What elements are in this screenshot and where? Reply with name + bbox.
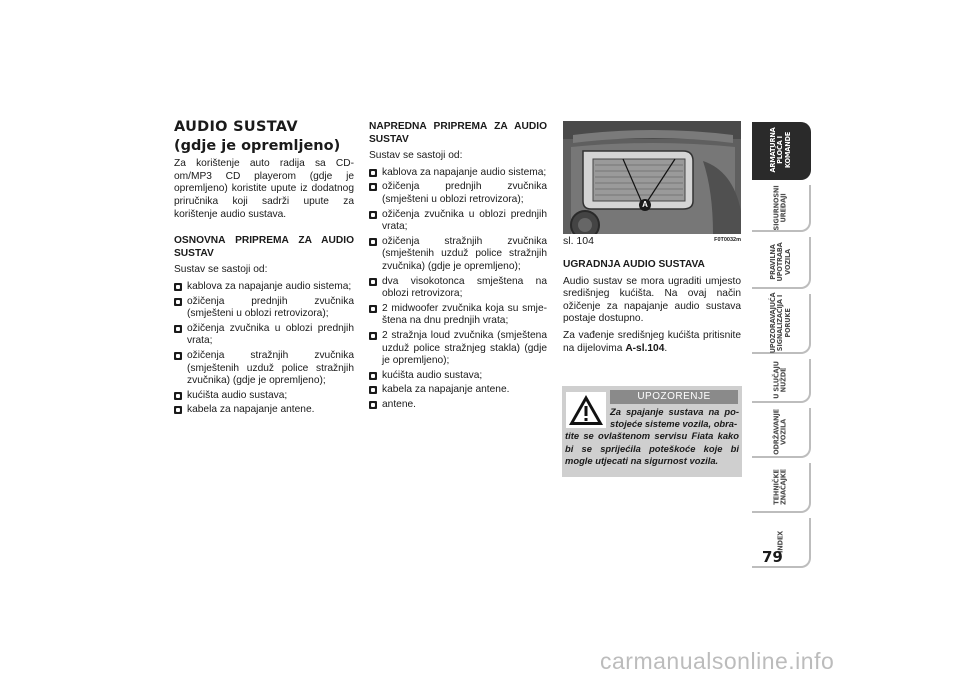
tab-dashboard-controls[interactable]: ARMATURNA PLOČA I KOMANDE [752, 122, 811, 180]
list-item: ožičenja stražnjih zvučnika (smještenih uzduž police stražnjih zvučnika) (gdje je opremljeno); [369, 236, 547, 274]
install-paragraph: Audio sustav se mora ugraditi umjesto središnjeg kućišta. Na ovaj način ožičenje za napajanje audio sustava postaje dostupno. [563, 275, 741, 325]
tab-index[interactable]: INDEX [752, 518, 811, 568]
checkbox-bullet-icon [369, 401, 377, 409]
list-item: ožičenja prednjih zvučnika (smješteni u oblozi retrovizora); [174, 296, 354, 321]
list-item: kabela za napajanje antene. [369, 384, 547, 397]
list-item: antene. [369, 399, 547, 412]
warning-box [562, 386, 742, 477]
page-number: 79 [762, 548, 783, 566]
checkbox-bullet-icon [369, 238, 377, 246]
callout-marker: A [639, 199, 651, 211]
list-item: kućišta audio sustava; [174, 390, 354, 403]
advanced-intro: Sustav se sastoji od: [369, 150, 463, 162]
tab-emergency[interactable]: U SLUČAJU NUŽDE [752, 359, 811, 403]
checkbox-bullet-icon [369, 372, 377, 380]
tab-safety-devices[interactable]: SIGURNOSNI UREĐAJI [752, 185, 811, 232]
list-item: dva visokotonca smještena na oblozi retrovizora; [369, 276, 547, 301]
tab-warning-lights[interactable]: UPOZORAVAJUĆA SIGNALIZACIJA I PORUKE [752, 294, 811, 354]
tab-maintenance[interactable]: ODRŽAVANJE VOZILA [752, 408, 811, 458]
checkbox-bullet-icon [369, 332, 377, 340]
list-item: kućišta audio sustava; [369, 370, 547, 383]
left-column [174, 121, 354, 419]
basic-heading: OSNOVNA PRIPREMA ZA AUDIO SUSTAV [174, 235, 354, 259]
page-title: AUDIO SUSTAV [174, 119, 298, 135]
list-item: kabela za napajanje antene. [174, 404, 354, 417]
checkbox-bullet-icon [174, 283, 182, 291]
list-item: ožičenja zvučnika u oblozi prednjih vrata; [174, 323, 354, 348]
checkbox-bullet-icon [369, 305, 377, 313]
checkbox-bullet-icon [174, 406, 182, 414]
checkbox-bullet-icon [369, 386, 377, 394]
list-item: kablova za napajanje audio sistema; [174, 281, 354, 294]
tab-technical-data[interactable]: TEHNIČKE ZNAČAJKE [752, 463, 811, 513]
removal-paragraph: Za vađenje središnjeg kućišta pritisnite na dijelovima A-sl.104. [563, 329, 741, 354]
tab-correct-use[interactable]: PRAVILNA UPOTRABA VOZILA [752, 237, 811, 289]
figure-audio-housing [563, 121, 741, 234]
list-item: 2 stražnja loud zvučnika (smještena uzduž police stražnjeg stakla) (gdje je opremljeno); [369, 330, 547, 368]
list-item: ožičenja zvučnika u oblozi prednjih vrata; [369, 209, 547, 234]
figure-caption [563, 235, 741, 247]
right-column [563, 259, 741, 359]
warning-text: Za spajanje sustava na po-stojeće sisteme vozila, obra- tite se ovlaštenom servisu Fiata kako bi se sprijećila poteškoće koje bi mogle utjecati na sigurnost vozila. [565, 406, 739, 466]
basic-list [174, 281, 354, 417]
checkbox-bullet-icon [174, 298, 182, 306]
basic-intro: Sustav se sastoji od: [174, 264, 268, 276]
list-item: ožičenja prednjih zvučnika (smješteni u oblozi retrovizora); [369, 181, 547, 206]
advanced-heading: NAPREDNA PRIPREMA ZA AUDIO SUSTAV [369, 121, 547, 145]
chapter-tabs [752, 122, 810, 573]
checkbox-bullet-icon [369, 211, 377, 219]
warning-title: UPOZORENJE [610, 390, 738, 404]
watermark: carmanualsonline.info [600, 648, 835, 674]
advanced-list [369, 167, 547, 412]
checkbox-bullet-icon [369, 169, 377, 177]
checkbox-bullet-icon [174, 325, 182, 333]
checkbox-bullet-icon [174, 392, 182, 400]
figure-reference: A-sl.104 [625, 342, 665, 354]
dashboard-illustration [563, 121, 741, 234]
figure-code: F0T0032m [714, 237, 741, 243]
intro-paragraph: Za korištenje auto radija sa CD-om/MP3 CD playerom (gdje je opremljeno) koristite upute iz dodatnog priručnika koji sadrži upute za korištenje audio sustava. [174, 158, 354, 220]
checkbox-bullet-icon [369, 278, 377, 286]
page-subtitle: (gdje je opremljeno) [174, 137, 341, 154]
list-item: kablova za napajanje audio sistema; [369, 167, 547, 180]
install-heading: UGRADNJA AUDIO SUSTAVA [563, 259, 705, 270]
checkbox-bullet-icon [369, 183, 377, 191]
list-item: 2 midwoofer zvučnika koja su smje-štena na dnu prednjih vrata; [369, 303, 547, 328]
list-item: ožičenja stražnjih zvučnika (smještenih uzduž police stražnjih zvučnika) (gdje je opremljeno); [174, 350, 354, 388]
figure-label: sl. 104 [563, 235, 594, 247]
checkbox-bullet-icon [174, 352, 182, 360]
middle-column [369, 121, 547, 413]
